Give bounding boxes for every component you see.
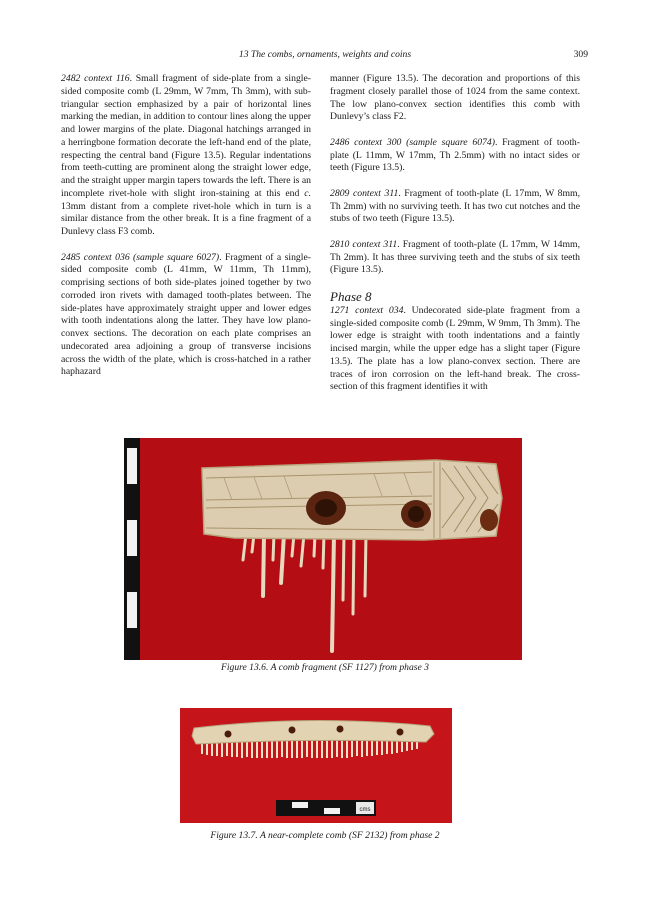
- entry-ref: 2485 context 036 (sample square 6027): [61, 251, 220, 263]
- scale-label: cms: [359, 807, 371, 813]
- left-column: [61, 73, 311, 392]
- right-column: [330, 73, 580, 407]
- chapter-title: 13 The combs, ornaments, weights and coins: [238, 49, 412, 60]
- entry-2486: 2486 context 300 (sample square 6074). Fragment of tooth-plate (L 11mm, W 17mm, Th 2.5mm) with no intact sides or teeth (Figure 13.5).: [330, 136, 580, 174]
- entry-2482: 2482 context 116. Small fragment of side-plate from a single-sided composite comb (L 29mm, W 7mm, Th 3mm), with sub-triangular section emphasized by a pair of horizontal lines marking the median, in addition to contour lines along the upper and lower margins of the plate. Diagonal hatchings arranged in a herringbone formation decorate the left-hand end of the plate, respecting the central band (Figure 13.5). Regular indentations from teeth-cutting are prominent along the straight lower edge, and the straight upper margin tapers towards the left. There is an incomplete rivet-hole with slight iron-staining at this end c. 13mm distant from a complete rivet-hole which in turn is a similar distance from the other break. It is a fine fragment of a Dunlevy class F3 comb.: [61, 73, 312, 237]
- phase-heading: Phase 8: [330, 288, 372, 304]
- entry-2485: 2485 context 036 (sample square 6027). Fragment of a single-sided composite comb (L 41mm, W 11mm, Th 11mm), comprising sections of both side-plates joined together by two corroded iron rivets with damaged tooth-plates between. The side-plates have approximately straight upper and lower edges with tooth indentations along the latter. They have low plano-convex sections. The decoration on each plate comprises an undecorated area adjoining a group of transverse incisions across the width of the plate, which is cross-hatched in a rather haphazard: [61, 251, 311, 378]
- scale-bar: [276, 800, 376, 816]
- entry-2809: 2809 context 311. Fragment of tooth-plate (L 17mm, W 8mm, Th 2mm) with no surviving teeth. It has two cut notches and the stubs of two teeth (Figure 13.5).: [330, 187, 581, 225]
- entry-ref: 2810 context 311: [330, 238, 398, 250]
- entry-ref: 2482 context 116: [61, 73, 130, 84]
- entry-1271: 1271 context 034. Undecorated side-plate fragment from a single-sided composite comb (L 29mm, W 9mm, Th 3mm). The lower edge is straight with tooth indentations and a faintly incised margin, while the upper edge has a slight taper (Figure 13.5). The plate has a low plano-convex section. There are traces of iron corrosion on the left-hand break. The cross-section of this fragment identifies it with: [330, 304, 580, 393]
- comb-fragment-image: [124, 438, 522, 660]
- entry-2485-continued: manner (Figure 13.5). The decoration and proportions of this fragment closely parallel those of 1024 from the same context. The low plano-convex section identifies this comb with Dunlevy’s class F2.: [330, 73, 580, 123]
- figure-13-6-caption: Figure 13.6. A comb fragment (SF 1127) from phase 3: [221, 662, 429, 673]
- near-complete-comb-image: [180, 708, 452, 823]
- page-number: 309: [573, 49, 588, 60]
- entry-ref: 1271 context 034: [330, 304, 404, 316]
- entry-ref: 2486 context 300 (sample square 6074): [330, 136, 495, 148]
- figure-13-6-photo: [124, 438, 522, 660]
- figure-13-7-caption: Figure 13.7. A near-complete comb (SF 2132) from phase 2: [210, 830, 440, 841]
- entry-ref: 2809 context 311: [330, 187, 399, 199]
- figure-13-7-photo: [180, 708, 452, 823]
- entry-2810: 2810 context 311. Fragment of tooth-plate (L 17mm, W 14mm, Th 2mm). It has three surviving teeth and the stubs of six teeth (Figure 13.5).: [330, 238, 580, 276]
